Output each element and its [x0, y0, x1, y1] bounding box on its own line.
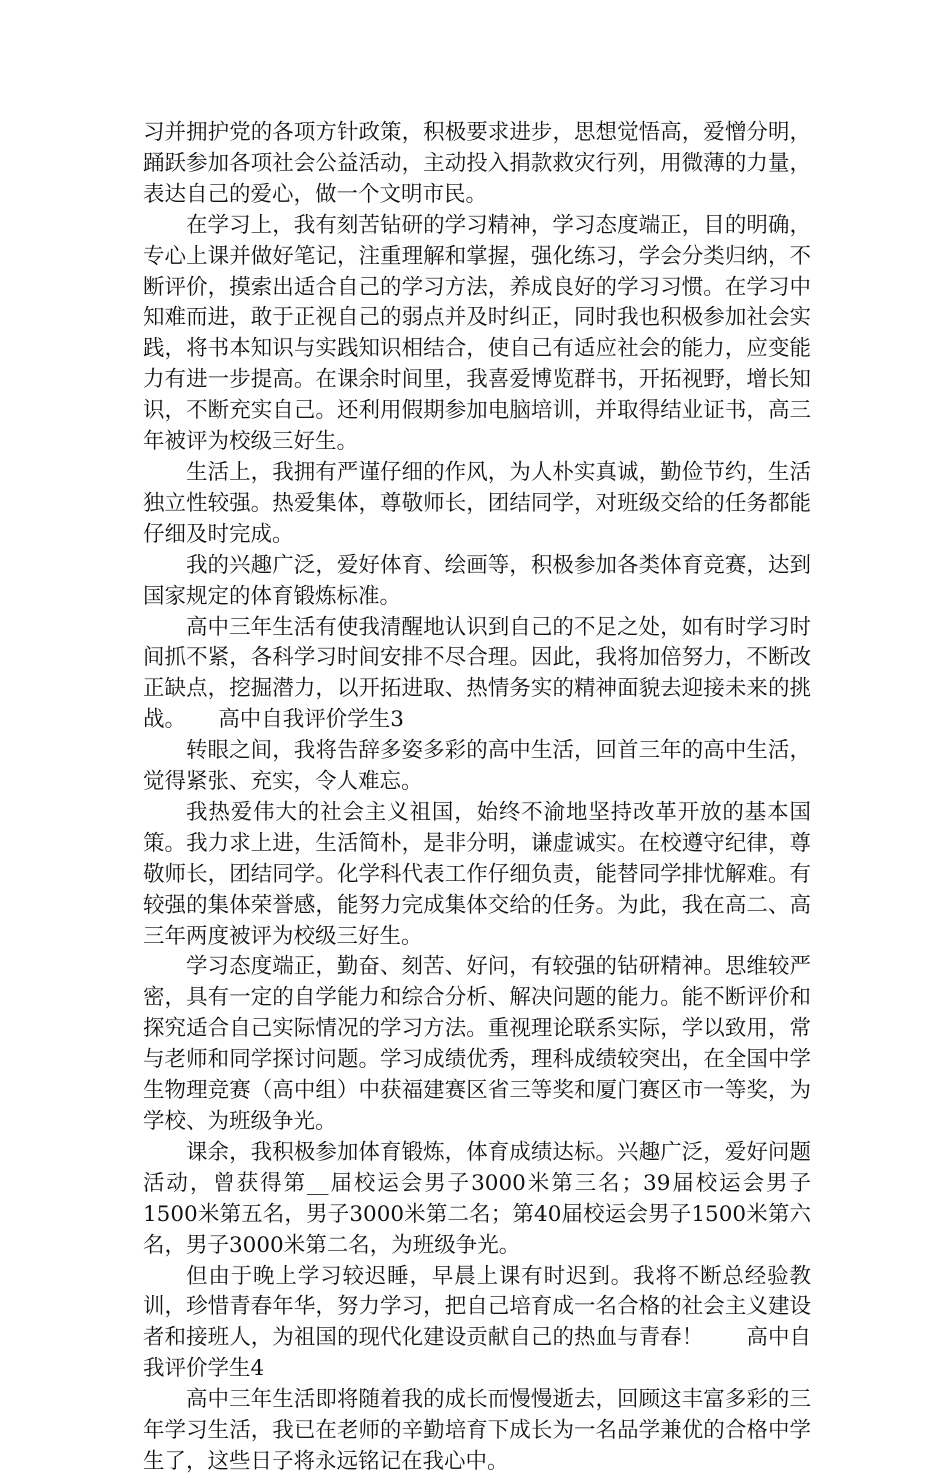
paragraph-4: 我的兴趣广泛，爱好体育、绘画等，积极参加各类体育竞赛，达到国家规定的体育锻炼标准。: [143, 552, 811, 609]
paragraph-3: 生活上，我拥有严谨仔细的作风，为人朴实真诚，勤俭节约，生活独立性较强。热爱集体，尊敬师长，团结同学，对班级交给的任务都能仔细及时完成。: [143, 459, 811, 547]
paragraph-7: 我热爱伟大的社会主义祖国，始终不渝地坚持改革开放的基本国策。我力求上进，生活简朴，是非分明，谦虚诚实。在校遵守纪律，尊敬师长，团结同学。化学科代表工作仔细负责，能替同学排忧解难。有较强的集体荣誉感，能努力完成集体交给的任务。为此，我在高二、高三年两度被评为校级三好生。: [143, 799, 811, 949]
paragraph-2: 在学习上，我有刻苦钻研的学习精神，学习态度端正，目的明确，专心上课并做好笔记，注重理解和掌握，强化练习，学会分类归纳，不断评价，摸索出适合自己的学习方法，养成良好的学习习惯。在学习中知难而进，敢于正视自己的弱点并及时纠正，同时我也积极参加社会实践，将书本知识与实践知识相结合，使自己有适应社会的能力，应变能力有进一步提高。在课余时间里，我喜爱博览群书，开拓视野，增长知识，不断充实自己。还利用假期参加电脑培训，并取得结业证书，高三年被评为校级三好生。: [143, 212, 811, 455]
paragraph-9: 课余，我积极参加体育锻炼，体育成绩达标。兴趣广泛，爱好问题活动，曾获得第__届校运会男子3000米第三名；39届校运会男子1500米第五名，男子3000米第二名；第40届校运会男子1500米第六名，男子3000米第二名，为班级争光。: [143, 1139, 811, 1258]
paragraph-5: 高中三年生活有使我清醒地认识到自己的不足之处，如有时学习时间抓不紧，各科学习时间安排不尽合理。因此，我将加倍努力，不断改正缺点，挖掘潜力，以开拓进取、热情务实的精神面貌去迎接未来的挑战。 高中自我评价学生3: [143, 614, 811, 733]
paragraph-6: 转眼之间，我将告辞多姿多彩的高中生活，回首三年的高中生活，觉得紧张、充实，令人难忘。: [143, 738, 811, 795]
paragraph-1: 习并拥护党的各项方针政策，积极要求进步，思想觉悟高，爱憎分明，踊跃参加各项社会公益活动，主动投入捐款救灾行列，用微薄的力量，表达自己的爱心，做一个文明市民。: [143, 120, 811, 207]
paragraph-10: 但由于晚上学习较迟睡，早晨上课有时迟到。我将不断总经验教训，珍惜青春年华，努力学习，把自己培育成一名合格的社会主义建设者和接班人，为祖国的现代化建设贡献自己的热血与青春！ 高中自我评价学生4: [143, 1263, 811, 1382]
document-body: [143, 118, 811, 1478]
paragraph-8: 学习态度端正，勤奋、刻苦、好问，有较强的钻研精神。思维较严密，具有一定的自学能力和综合分析、解决问题的能力。能不断评价和探究适合自己实际情况的学习方法。重视理论联系实际，学以致用，常与老师和同学探讨问题。学习成绩优秀，理科成绩较突出，在全国中学生物理竞赛（高中组）中获福建赛区省三等奖和厦门赛区市一等奖，为学校、为班级争光。: [143, 954, 811, 1134]
paragraph-11: 高中三年生活即将随着我的成长而慢慢逝去，回顾这丰富多彩的三年学习生活，我已在老师的辛勤培育下成长为一名品学兼优的合格中学生了，这些日子将永远铭记在我心中。: [143, 1387, 811, 1474]
